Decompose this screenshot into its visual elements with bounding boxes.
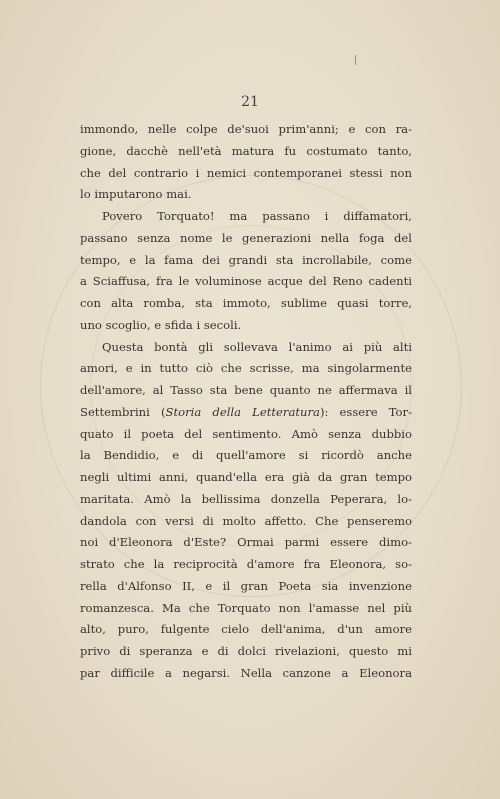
text-line: dell'amore, al Tasso sta bene quanto ne affermava il	[80, 383, 412, 397]
text-line: immondo, nelle colpe de'suoi prim'anni; e con ra-	[80, 122, 412, 136]
page-number: 21	[241, 94, 259, 110]
text-line: Povero Torquato! ma passano i diffamatori,	[102, 209, 412, 223]
text-line: che del contrario i nemici contemporanei stessi non	[80, 165, 412, 180]
text-line: gione, dacchè nell'età matura fu costumato tanto,	[80, 143, 412, 158]
text-fragment: Settembrini	[80, 404, 150, 419]
text-line: romanzesca. Ma che Torquato non l'amasse nel più	[80, 600, 412, 615]
text-line: quato il poeta del sentimento. Amò senza dubbio	[80, 426, 412, 441]
text-line: con alta romba, sta immoto, sublime quasi torre,	[80, 296, 412, 310]
paper-speck	[355, 55, 356, 65]
text-line: alto, puro, fulgente cielo dell'anima, d'un amore	[80, 622, 412, 637]
text-line: maritata. Amò la bellissima donzella Peperara, lo-	[80, 491, 412, 506]
text-fragment: ): essere Tor-	[319, 404, 412, 419]
text-line: la Bendidio, e di quell'amore si ricordò anche	[80, 448, 412, 463]
text-line: amori, e in tutto ciò che scrisse, ma singolarmente	[80, 361, 412, 376]
text-line: dandola con versi di molto affetto. Che penseremo	[80, 513, 412, 528]
text-line: negli ultimi anni, quand'ella era già da gran tempo	[80, 470, 412, 484]
text-line: Questa bontà gli sollevava l'animo ai più alti	[102, 339, 412, 354]
text-line-with-citation: Settembrini (Storia della Letteratura): essere Tor-	[80, 404, 412, 419]
text-line: strato che la reciprocità d'amore fra Eleonora, so-	[80, 557, 412, 571]
text-line: uno scoglio, e sfida i secoli.	[80, 317, 242, 332]
book-citation: Storia della Letteratura	[165, 404, 320, 419]
text-line: par difficile a negarsi. Nella canzone a Eleonora	[80, 665, 412, 680]
text-line: lo imputarono mai.	[80, 187, 192, 202]
text-line: rella d'Alfonso II, e il gran Poeta sia invenzione	[80, 578, 412, 593]
text-line: passano senza nome le generazioni nella foga del	[80, 230, 412, 245]
body-text	[80, 119, 412, 685]
text-line: privo di speranza e di dolci rivelazioni, questo mi	[80, 644, 412, 658]
text-line: a Sciaffusa, fra le voluminose acque del Reno cadenti	[80, 274, 412, 289]
text-line: tempo, e la fama dei grandi sta incrollabile, come	[80, 252, 412, 267]
text-line: noi d'Eleonora d'Este? Ormai parmi essere dimo-	[80, 535, 412, 550]
